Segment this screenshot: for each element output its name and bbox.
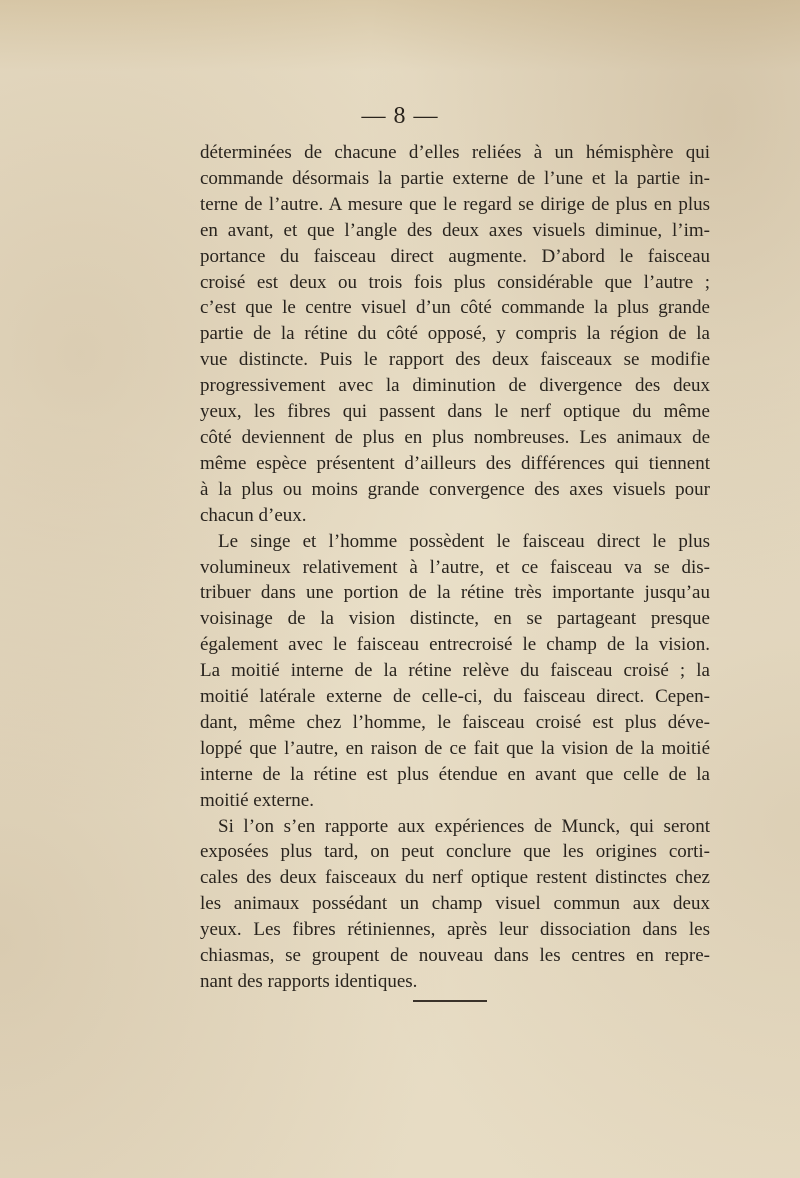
text-line: moitié latérale externe de celle-ci, du faisceau direct. Cepen-	[200, 686, 710, 708]
text-line: tribuer dans une portion de la rétine très importante jusqu’au	[200, 582, 710, 604]
text-line: La moitié interne de la rétine relève du faisceau croisé ; la	[200, 660, 710, 682]
text-line: même espèce présentent d’ailleurs des différences qui tiennent	[200, 452, 710, 474]
paragraph-2	[200, 529, 710, 814]
text-line: commande désormais la partie externe de l’une et la partie in-	[200, 167, 710, 189]
page-number: — 8 —	[361, 103, 439, 129]
closing-rule	[413, 1000, 487, 1002]
text-line: cales des deux faisceaux du nerf optique restent distinctes chez	[200, 867, 710, 889]
text-line: yeux. Les fibres rétiniennes, après leur dissociation dans les	[200, 919, 710, 941]
paragraph-1	[200, 140, 710, 529]
text-line: à la plus ou moins grande convergence des axes visuels pour	[200, 478, 710, 500]
text-line: déterminées de chacune d’elles reliées à un hémisphère qui	[200, 142, 710, 163]
text-line: loppé que l’autre, en raison de ce fait que la vision de la moitié	[200, 737, 710, 759]
text-line: croisé est deux ou trois fois plus considérable que l’autre ;	[200, 271, 710, 293]
text-line: exposées plus tard, on peut conclure que les origines corti-	[200, 841, 710, 863]
text-line: nant des rapports identiques.	[200, 971, 418, 992]
text-line: vue distincte. Puis le rapport des deux faisceaux se modifie	[200, 349, 710, 371]
text-line: partie de la rétine du côté opposé, y compris la région de la	[200, 323, 710, 345]
text-line: c’est que le centre visuel d’un côté commande la plus grande	[200, 297, 710, 319]
text-line: les animaux possédant un champ visuel commun aux deux	[200, 893, 710, 915]
text-line: volumineux relativement à l’autre, et ce faisceau va se dis-	[200, 556, 710, 578]
text-line: moitié externe.	[200, 789, 314, 811]
text-line: en avant, et que l’angle des deux axes visuels diminue, l’im-	[200, 219, 710, 241]
text-line: Le singe et l’homme possèdent le faisceau direct le plus	[218, 530, 710, 552]
text-line: chiasmas, se groupent de nouveau dans les centres en repre-	[200, 945, 710, 967]
text-line: interne de la rétine est plus étendue en avant que celle de la	[200, 763, 710, 785]
text-line: Si l’on s’en rapporte aux expériences de Munck, qui seront	[218, 815, 710, 837]
body-text	[200, 140, 710, 995]
text-line: progressivement avec la diminution de divergence des deux	[200, 375, 710, 397]
text-line: yeux, les fibres qui passent dans le nerf optique du même	[200, 401, 710, 423]
text-line: voisinage de la vision distincte, en se partageant presque	[200, 608, 710, 630]
text-line: chacun d’eux.	[200, 504, 307, 526]
text-line: terne de l’autre. A mesure que le regard se dirige de plus en plus	[200, 193, 710, 215]
text-line: portance du faisceau direct augmente. D’abord le faisceau	[200, 245, 710, 267]
text-line: côté deviennent de plus en plus nombreuses. Les animaux de	[200, 426, 710, 448]
text-line: également avec le faisceau entrecroisé le champ de la vision.	[200, 634, 710, 656]
text-line: dant, même chez l’homme, le faisceau croisé est plus déve-	[200, 711, 710, 733]
paragraph-3	[200, 814, 710, 995]
